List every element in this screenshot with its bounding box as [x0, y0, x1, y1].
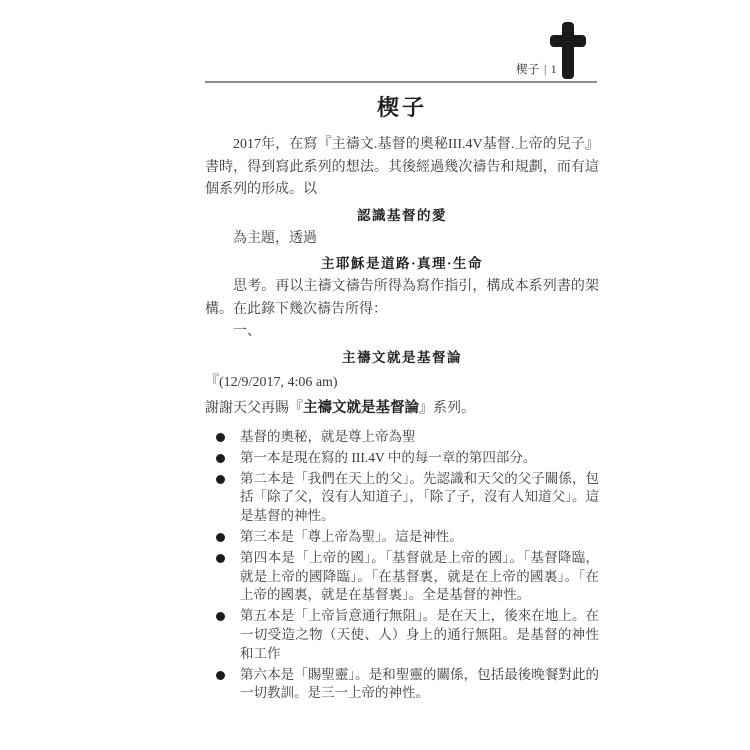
way-truth-life-heading: 主耶穌是道路·真理·生命: [320, 256, 483, 271]
running-chapter-title: 楔子: [515, 64, 540, 76]
intro-paragraph-2: 為主題，透過: [233, 230, 317, 246]
page-content: [205, 88, 599, 705]
prayer-notes-list: [205, 428, 599, 703]
prayer-timestamp: 『(12/9/2017, 4:06 am): [205, 374, 338, 390]
bullet-item: 第四本是「上帝的國」。「基督就是上帝的國」。「基督降臨，就是上帝的國降臨」。「在基督裏，就是在上帝的國裏」。「在上帝的國裏，就是在基督裏」。全是基督的神性。: [205, 549, 599, 605]
header-rule: [205, 81, 597, 83]
bullet-item: 第二本是「我們在天上的父」。先認識和天父的父子關係，包括「除了父，沒有人知道子」，「除了子，沒有人知道父」。這是基督的神性。: [205, 470, 599, 526]
section-heading: 主禱文就是基督論: [342, 349, 462, 365]
bullet-item: 第三本是「尊上帝為聖」。這是神性。: [205, 528, 599, 547]
intro-paragraph-3: 思考。再以主禱文禱告所得為寫作指引，構成本系列書的架構。在此錄下幾次禱告所得：: [205, 279, 599, 317]
header-separator: |: [543, 64, 547, 76]
bullet-item: 第一本是現在寫的 III.4V 中的每一章的第四部分。: [205, 449, 599, 468]
thanks-prefix: 謝謝天父再賜『: [205, 401, 303, 416]
thanks-suffix: 』系列。: [419, 401, 475, 416]
thanks-series-title: 主禱文就是基督論: [303, 400, 419, 416]
thanks-line: [205, 397, 599, 421]
bullet-item: 第六本是「賜聖靈」。是和聖靈的關係，包括最後晚餐對此的一切教訓。是三一上帝的神性。: [205, 666, 599, 703]
theme-heading: 認識基督的愛: [357, 207, 447, 223]
running-header: [205, 63, 557, 78]
intro-paragraph-1: 2017年，在寫『主禱文.基督的奧秘III.4V基督.上帝的兒子』書時，得到寫此系列的想法。其後經過幾次禱告和規劃，而有這個系列的形成。以: [205, 137, 599, 197]
list-ordinal: 一、: [233, 324, 261, 339]
page-number: 1: [550, 64, 557, 76]
chapter-title: 楔子: [376, 95, 427, 120]
bullet-item: 第五本是「上帝旨意通行無阻」。是在天上，後來在地上。在一切受造之物（天使、人）身上的通行無阻。是基督的神性和工作: [205, 607, 599, 663]
bullet-item: 基督的奧秘，就是尊上帝為聖: [205, 428, 599, 447]
